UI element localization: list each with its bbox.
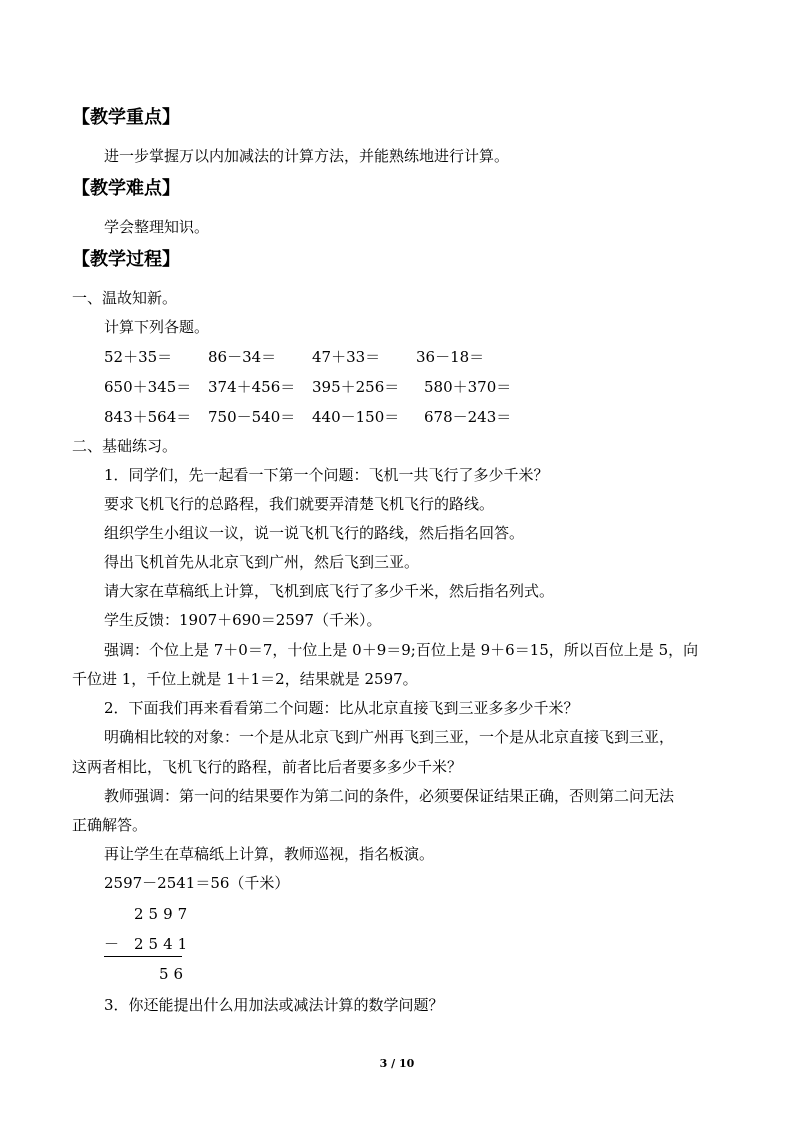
minus-sign: －	[104, 935, 125, 953]
heading-key-points: 【教学重点】	[72, 107, 180, 128]
page-number: 3 / 10	[379, 1057, 415, 1070]
section1-title: 一、温故知新。	[72, 289, 178, 307]
exercise-item: 374＋456＝	[208, 378, 296, 396]
body-line: 再让学生在草稿纸上计算，教师巡视，指名板演。	[104, 845, 435, 863]
heading-difficulties: 【教学难点】	[72, 178, 180, 199]
exercise-item: 580＋370＝	[424, 378, 512, 396]
body-line: 要求飞机飞行的总路程，我们就要弄清楚飞机飞行的路线。	[104, 495, 495, 513]
body-line: 正确解答。	[72, 816, 148, 834]
minuend: 2597	[134, 905, 193, 923]
body-line: 请大家在草稿纸上计算，飞机到底飞行了多少千米，然后指名列式。	[104, 582, 555, 600]
body-line: 明确相比较的对象：一个是从北京飞到广州再飞到三亚，一个是从北京直接飞到三亚，	[104, 728, 675, 746]
exercise-item: 36－18＝	[416, 348, 485, 366]
body-line: 学生反馈：1907＋690＝2597（千米）。	[104, 611, 382, 629]
exercise-item: 47＋33＝	[312, 348, 381, 366]
exercise-item: 395＋256＝	[312, 378, 400, 396]
body-line: 强调：个位上是 7＋0＝7，十位上是 0＋9＝9;百位上是 9＋6＝15，所以百位上是 5，向	[104, 641, 699, 659]
calc-underline	[104, 956, 182, 957]
difference: 56	[159, 965, 189, 983]
key-points-text: 进一步掌握万以内加减法的计算方法，并能熟练地进行计算。	[104, 147, 510, 165]
body-line: 得出飞机首先从北京飞到广州，然后飞到三亚。	[104, 553, 420, 571]
body-line: 千位进 1，千位上就是 1＋1＝2，结果就是 2597。	[72, 670, 418, 688]
exercise-item: 440－150＝	[312, 408, 400, 426]
exercise-item: 650＋345＝	[104, 378, 192, 396]
heading-process: 【教学过程】	[72, 249, 180, 270]
exercise-item: 750－540＝	[208, 408, 296, 426]
difficulties-text: 学会整理知识。	[104, 218, 210, 236]
section2-title: 二、基础练习。	[72, 437, 178, 455]
question-3: 3．你还能提出什么用加法或减法计算的数学问题？	[104, 996, 444, 1014]
exercise-item: 678－243＝	[424, 408, 512, 426]
body-line: 2．下面我们再来看看第二个问题：比从北京直接飞到三亚多多少千米？	[104, 699, 579, 717]
subtrahend: 2541	[134, 935, 193, 953]
body-line: 组织学生小组议一议，说一说飞机飞行的路线，然后指名回答。	[104, 524, 525, 542]
exercise-item: 86－34＝	[208, 348, 277, 366]
section1-instruction: 计算下列各题。	[104, 318, 210, 336]
body-line: 教师强调：第一问的结果要作为第二问的条件，必须要保证结果正确，否则第二问无法	[104, 787, 675, 805]
equation-line: 2597－2541＝56（千米）	[104, 874, 290, 892]
exercise-item: 52＋35＝	[104, 348, 173, 366]
exercise-item: 843＋564＝	[104, 408, 192, 426]
body-line: 1．同学们，先一起看一下第一个问题：飞机一共飞行了多少千米？	[104, 466, 549, 484]
body-line: 这两者相比，飞机飞行的路程，前者比后者要多多少千米？	[72, 758, 463, 776]
